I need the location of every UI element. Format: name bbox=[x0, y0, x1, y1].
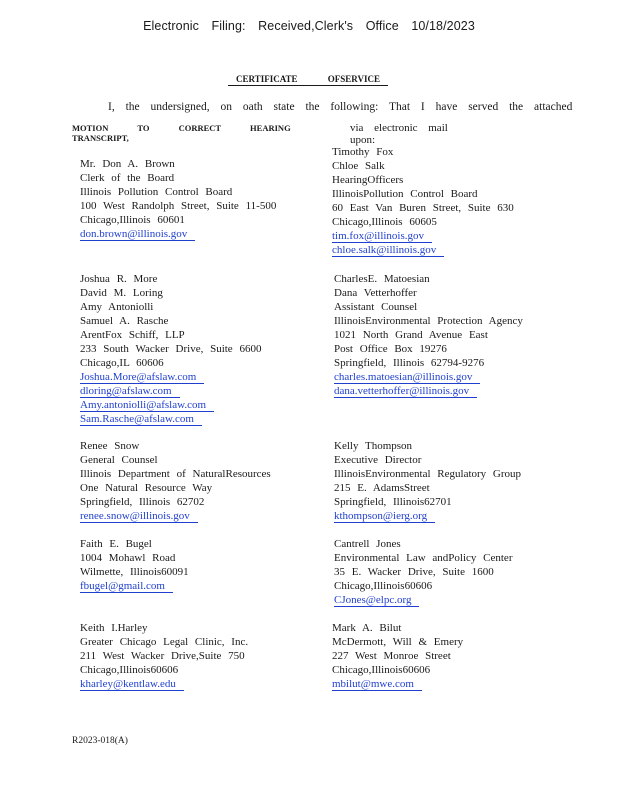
address-line: HearingOfficers bbox=[332, 174, 404, 186]
address-line: IllinoisPollution Control Board bbox=[332, 188, 478, 200]
address-line: Post Office Box 19276 bbox=[334, 343, 447, 355]
recipient-block bbox=[332, 145, 514, 257]
address-line: 211 West Wacker Drive,Suite 750 bbox=[80, 650, 245, 662]
address-line: Chicago,Illinois60606 bbox=[332, 664, 431, 676]
address-line: Springfield, Illinois 62794-9276 bbox=[334, 357, 485, 369]
address-line: Renee Snow bbox=[80, 440, 140, 452]
address-line: Mark A. Bilut bbox=[332, 622, 402, 634]
address-line: 1004 Mohawl Road bbox=[80, 552, 176, 564]
address-line: Springfield, Illinois62701 bbox=[334, 496, 452, 508]
email-link[interactable]: charles.matoesian@illinois.gov bbox=[334, 371, 480, 384]
address-line: Clerk of the Board bbox=[80, 172, 175, 184]
intro-line-1: I, the undersigned, on oath state the following: That I have served the attached bbox=[108, 101, 573, 113]
docket-number: R2023-018(A) bbox=[72, 736, 128, 746]
address-line: 227 West Monroe Street bbox=[332, 650, 451, 662]
address-line: 60 East Van Buren Street, Suite 630 bbox=[332, 202, 514, 214]
address-line: Kelly Thompson bbox=[334, 440, 413, 452]
email-link[interactable]: Amy.antoniolli@afslaw.com bbox=[80, 399, 214, 412]
filing-header: Electronic Filing: Received,Clerk's Office 10/18/2023 bbox=[143, 19, 475, 33]
recipient-block bbox=[334, 537, 512, 607]
address-line: Springfield, Illinois 62702 bbox=[80, 496, 205, 508]
address-line: Timothy Fox bbox=[332, 146, 394, 158]
email-link[interactable]: dana.vetterhoffer@illinois.gov bbox=[334, 385, 477, 398]
motion-title: MOTION TO CORRECT HEARING TRANSCRIPT, bbox=[72, 123, 291, 143]
address-line: Illinois Pollution Control Board bbox=[80, 186, 233, 198]
address-line: Keith I.Harley bbox=[80, 622, 148, 634]
email-link[interactable]: mbilut@mwe.com bbox=[332, 678, 422, 691]
address-line: Amy Antoniolli bbox=[80, 301, 154, 313]
address-line: ArentFox Schiff, LLP bbox=[80, 329, 185, 341]
address-line: Joshua R. More bbox=[80, 273, 158, 285]
address-line: CharlesE. Matoesian bbox=[334, 273, 430, 285]
address-line: 233 South Wacker Drive, Suite 6600 bbox=[80, 343, 262, 355]
address-line: One Natural Resource Way bbox=[80, 482, 213, 494]
email-link[interactable]: kharley@kentlaw.edu bbox=[80, 678, 184, 691]
address-line: Mr. Don A. Brown bbox=[80, 158, 175, 170]
recipient-block bbox=[332, 621, 463, 691]
address-line: Chicago,Illinois60606 bbox=[334, 580, 433, 592]
email-link[interactable]: kthompson@ierg.org bbox=[334, 510, 435, 523]
address-line: David M. Loring bbox=[80, 287, 163, 299]
recipient-block bbox=[80, 439, 271, 523]
email-link[interactable]: chloe.salk@illinois.gov bbox=[332, 244, 444, 257]
address-line: General Counsel bbox=[80, 454, 158, 466]
email-link[interactable]: don.brown@illinois.gov bbox=[80, 228, 195, 241]
address-line: Greater Chicago Legal Clinic, Inc. bbox=[80, 636, 249, 648]
certificate-title: CERTIFICATE OFSERVICE bbox=[228, 74, 388, 86]
address-line: Cantrell Jones bbox=[334, 538, 401, 550]
address-line: Wilmette, Illinois60091 bbox=[80, 566, 189, 578]
recipient-block bbox=[334, 439, 521, 523]
email-link[interactable]: CJones@elpc.org bbox=[334, 594, 419, 607]
email-link[interactable]: Joshua.More@afslaw.com bbox=[80, 371, 204, 384]
address-line: 35 E. Wacker Drive, Suite 1600 bbox=[334, 566, 494, 578]
address-line: Dana Vetterhoffer bbox=[334, 287, 417, 299]
email-link[interactable]: fbugel@gmail.com bbox=[80, 580, 173, 593]
email-link[interactable]: Sam.Rasche@afslaw.com bbox=[80, 413, 202, 426]
address-line: Chicago,Illinois 60601 bbox=[80, 214, 185, 226]
address-line: Illinois Department of NaturalResources bbox=[80, 468, 271, 480]
intro-line-2-rest: via electronic mail upon: bbox=[349, 122, 448, 146]
address-line: 215 E. AdamsStreet bbox=[334, 482, 430, 494]
address-line: IllinoisEnvironmental Regulatory Group bbox=[334, 468, 522, 480]
address-line: Executive Director bbox=[334, 454, 422, 466]
address-line: Assistant Counsel bbox=[334, 301, 418, 313]
email-link[interactable]: renee.snow@illinois.gov bbox=[80, 510, 198, 523]
address-line: 100 West Randolph Street, Suite 11-500 bbox=[80, 200, 277, 212]
address-line: Faith E. Bugel bbox=[80, 538, 152, 550]
email-link[interactable]: tim.fox@illinois.gov bbox=[332, 230, 432, 243]
email-link[interactable]: dloring@afslaw.com bbox=[80, 385, 180, 398]
address-line: Environmental Law andPolicy Center bbox=[334, 552, 513, 564]
address-line: Chicago,Illinois60606 bbox=[80, 664, 179, 676]
intro-line-2 bbox=[72, 122, 472, 146]
address-line: Samuel A. Rasche bbox=[80, 315, 169, 327]
recipient-block bbox=[334, 272, 523, 398]
recipient-block bbox=[80, 621, 248, 691]
address-line: IllinoisEnvironmental Protection Agency bbox=[334, 315, 523, 327]
recipient-block bbox=[80, 272, 261, 426]
recipient-block bbox=[80, 537, 189, 593]
address-line: Chloe Salk bbox=[332, 160, 385, 172]
recipient-block bbox=[80, 157, 276, 241]
address-line: Chicago,IL 60606 bbox=[80, 357, 164, 369]
address-line: 1021 North Grand Avenue East bbox=[334, 329, 488, 341]
address-line: Chicago,Illinois 60605 bbox=[332, 216, 437, 228]
address-line: McDermott, Will & Emery bbox=[332, 636, 464, 648]
